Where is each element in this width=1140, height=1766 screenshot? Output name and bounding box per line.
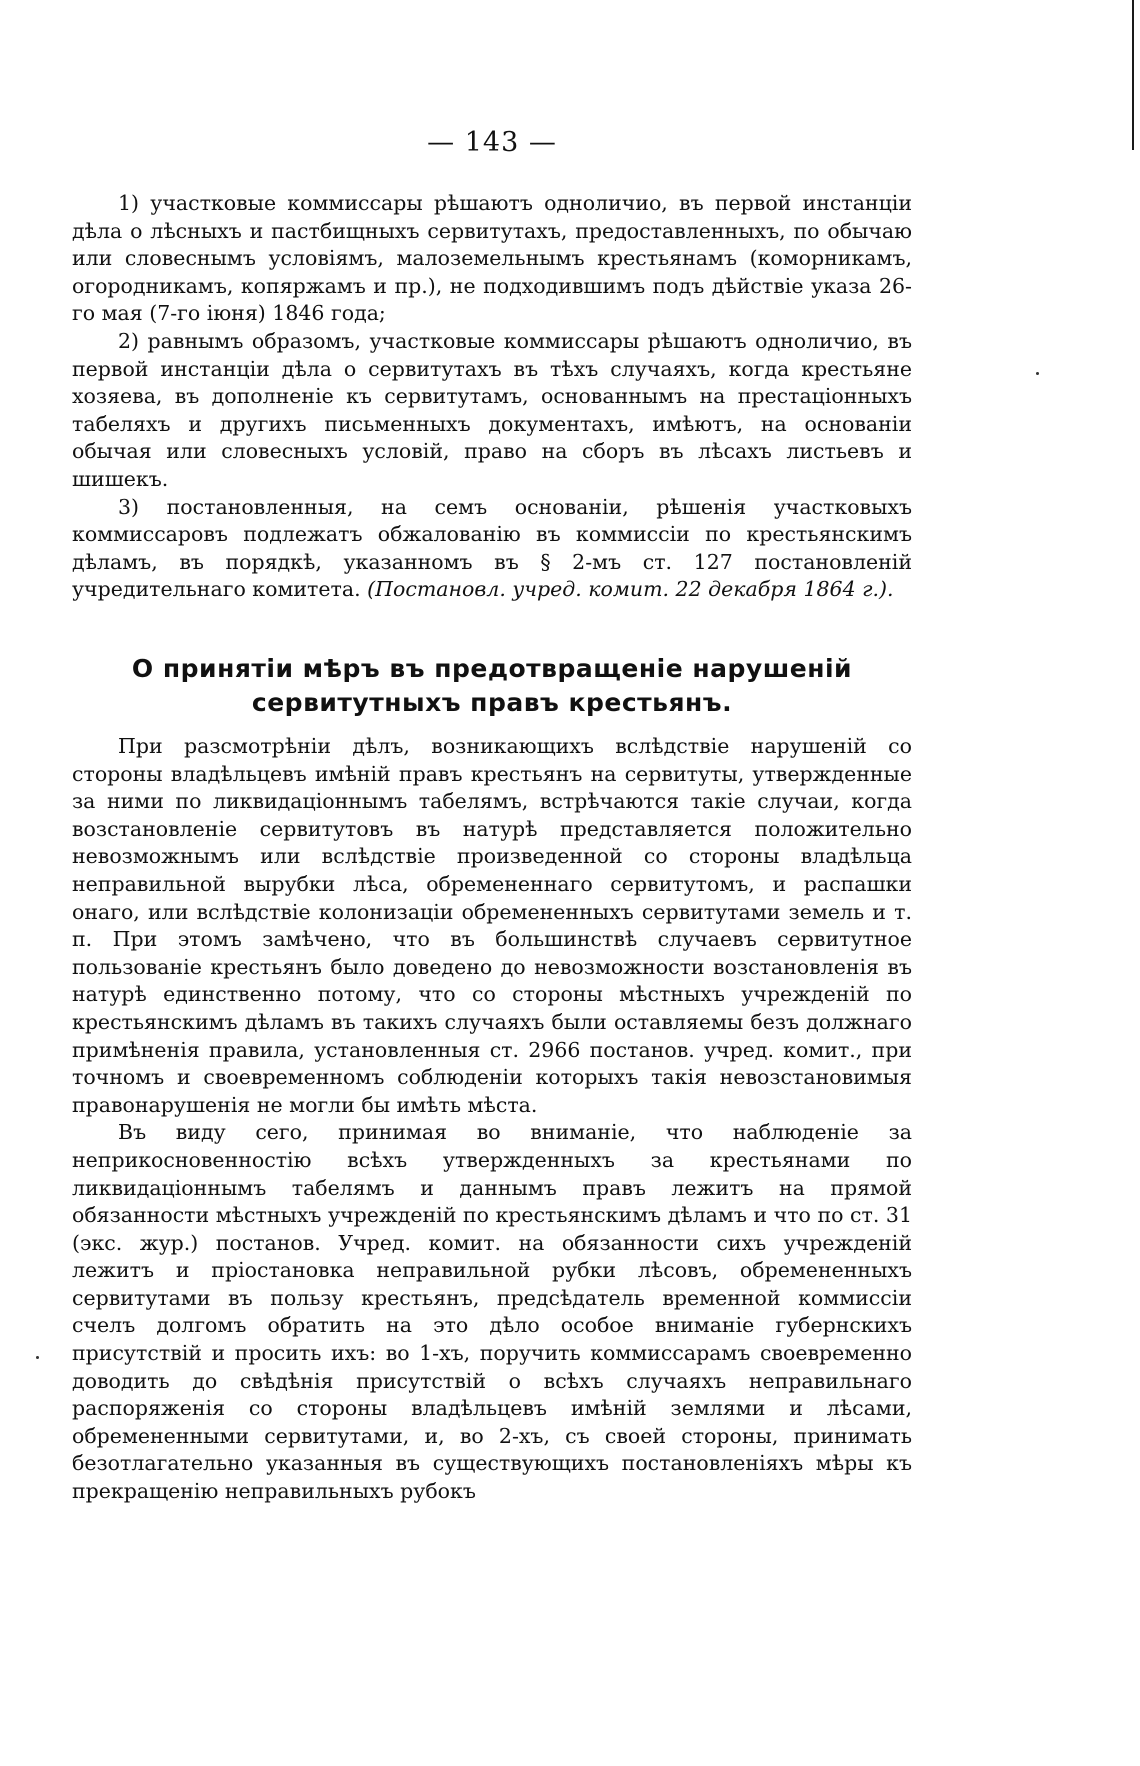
list-item xyxy=(72,328,912,494)
page-number: — 143 — xyxy=(427,127,557,158)
scan-speck xyxy=(36,1356,39,1359)
list-item xyxy=(72,494,912,604)
list-item-text: 2) равнымъ образомъ, участковые коммиссары рѣшаютъ одноличио, въ первой инстанціи дѣла о сервитутахъ въ тѣхъ случаяхъ, когда крестьяне хозяева, въ дополненіе къ сервитутамъ, основаннымъ на престаціонныхъ табеляхъ и другихъ письменныхъ документахъ, имѣютъ, на основаніи обычая или словесныхъ условій, право на сборъ въ лѣсахъ листьевъ и шишекъ. xyxy=(72,328,912,491)
body-text xyxy=(72,733,912,1506)
paragraph: При разсмотрѣніи дѣлъ, возникающихъ вслѣдствіе нарушеній со стороны владѣльцевъ имѣній правъ крестьянъ на сервитуты, утвержденные за ними по ликвидаціоннымъ табелямъ, встрѣчаются такіе случаи, когда возстановленіе сервитутовъ въ натурѣ представляется положительно невозможнымъ или вслѣдствіе произведенной со стороны владѣльца неправильной вырубки лѣса, обремененнаго сервитутомъ, и распашки онаго, или вслѣдствіе колонизаціи обремененныхъ сервитутами земель и т. п. При этомъ замѣчено, что въ большинствѣ случаевъ сервитутное пользованіе крестьянъ было доведено до невозможности возстановленія въ натурѣ единственно потому, что со стороны мѣстныхъ учрежденій по крестьянскимъ дѣламъ въ такихъ случаяхъ были оставляемы безъ должнаго примѣненія правила, установленныя ст. 2966 постанов. учред. комит., при точномъ и своевременномъ соблюденіи которыхъ такія невозстановимыя правонарушенія не могли бы имѣть мѣста. xyxy=(72,734,912,1117)
section-heading-line-2: сервитутныхъ правъ крестьянъ. xyxy=(251,688,733,717)
scan-speck xyxy=(1036,372,1039,375)
list-item-text: 3) постановленныя, на семъ основаніи, рѣшенія участковыхъ коммиссаровъ подлежатъ обжалованію въ коммиссіи по крестьянскимъ дѣламъ, въ порядкѣ, указанномъ въ § 2-мъ ст. 127 постановленій учредительнаго комитета. xyxy=(72,494,912,602)
citation: (Постановл. учред. комит. 22 декабря 1864 г.). xyxy=(367,577,894,602)
section-heading xyxy=(72,652,912,720)
numbered-items xyxy=(72,190,912,604)
list-item-text: 1) участковые коммиссары рѣшаютъ одноличио, въ первой инстанціи дѣла о лѣсныхъ и пастбищныхъ сервитутахъ, предоставленныхъ, по обычаю или словеснымъ условіямъ, малоземельнымъ крестьянамъ (коморникамъ, огородникамъ, копяржамъ и пр.), не подходившимъ подъ дѣйствіе указа 26-го мая (7-го іюня) 1846 года; xyxy=(72,191,912,326)
paragraph: Въ виду сего, принимая во вниманіе, что наблюденіе за неприкосновенностію всѣхъ утвержденныхъ за крестьянами по ликвидаціоннымъ табелямъ и даннымъ правъ лежитъ на прямой обязанности мѣстныхъ учрежденій по крестьянскимъ дѣламъ и что по ст. 31 (экс. жур.) постанов. Учред. комит. на обязанности сихъ учрежденій лежитъ и пріостановка неправильной рубки лѣсовъ, обремененныхъ сервитутами въ пользу крестьянъ, предсѣдатель временной коммиссіи счелъ долгомъ обратить на это дѣло особое вниманіе губернскихъ присутствій и просить ихъ: во 1-хъ, поручить коммиссарамъ своевременно доводить до свѣдѣнія присутствій о всѣхъ случаяхъ неправильнаго распоряженія со стороны владѣльцевъ имѣній землями и лѣсами, обремененными сервитутами, и, во 2-хъ, съ своей стороны, принимать безотлагательно указанныя въ существующихъ постановленіяхъ мѣры къ прекращенію неправильныхъ рубокъ xyxy=(72,1120,912,1504)
list-item xyxy=(72,190,912,328)
scan-edge-line xyxy=(1132,0,1134,150)
section-heading-line-1: О принятіи мѣръ въ предотвращеніе нарушеній xyxy=(131,654,853,683)
